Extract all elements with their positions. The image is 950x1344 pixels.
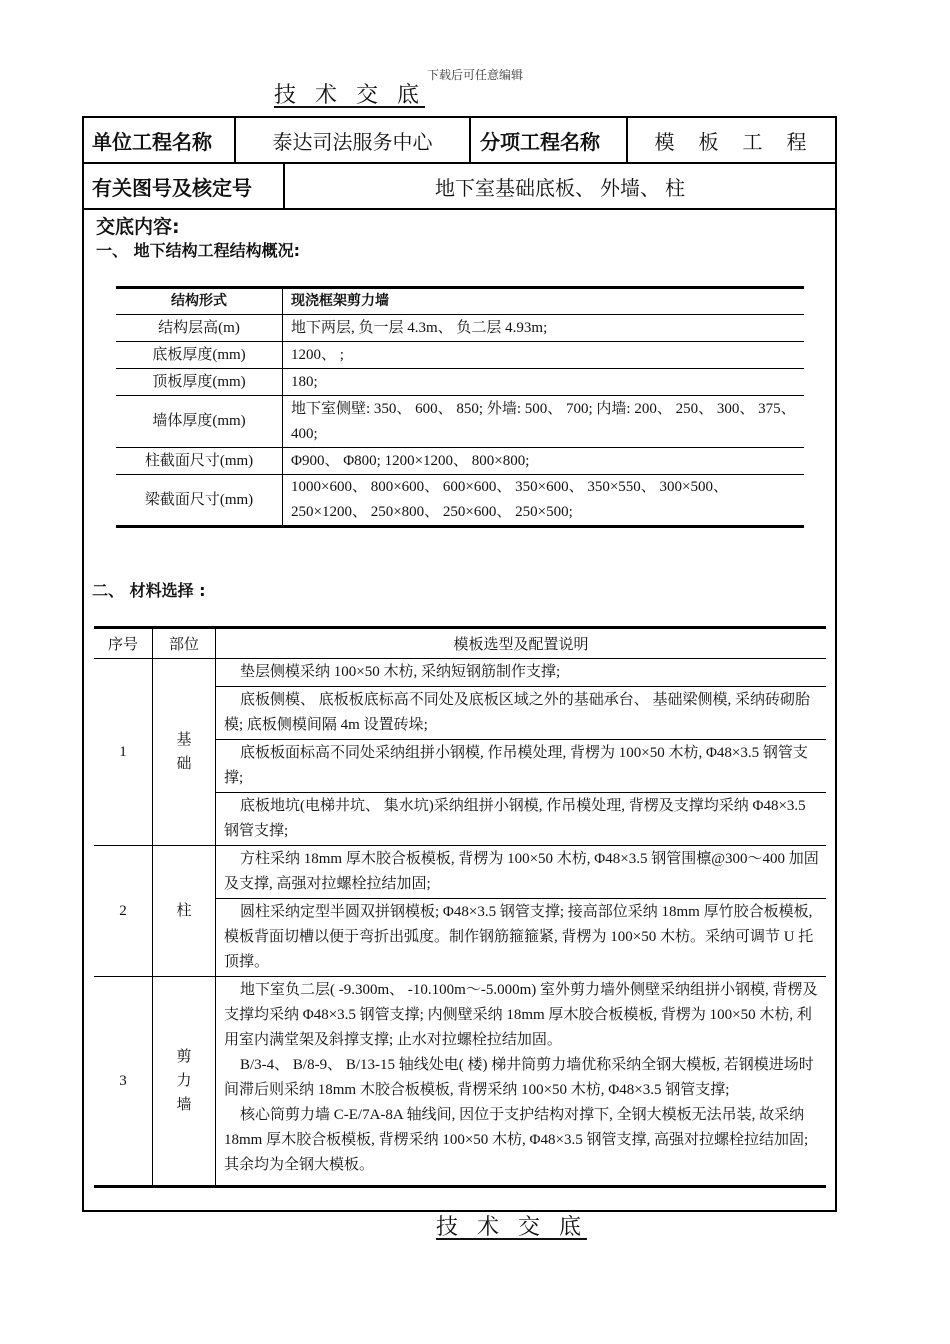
header-divider-2 [82, 208, 837, 210]
table-row [94, 977, 826, 1187]
content-label: 交底内容: [96, 216, 180, 238]
part-label: 柱 [176, 903, 192, 919]
table-row [116, 448, 804, 475]
materials-table [94, 626, 826, 1188]
materials-header-part: 部位 [153, 628, 216, 659]
row-value: 180; [283, 369, 805, 396]
row-value: 1200、 ; [283, 342, 805, 369]
table-row [94, 659, 826, 687]
part-label: 剪 力 墙 [176, 1049, 192, 1113]
row-value: Φ900、 Φ800; 1200×1200、 800×800; [283, 448, 805, 475]
materials-header-desc: 模板选型及配置说明 [216, 628, 827, 659]
row-part [153, 977, 216, 1187]
row-desc [216, 977, 827, 1187]
row-part [153, 846, 216, 977]
row-label: 结构层高(m) [116, 315, 283, 342]
table-row [94, 846, 826, 899]
wall-item-2: B/3-4、 B/8-9、 B/13-15 轴线处电( 楼) 梯井筒剪力墙优称采纳全钢大模板, 若钢模进场时间滞后则采纳 18mm 木胶合板模板, 背楞采纳 100×50 木枋, Φ48×3.5 钢管支撑; [224, 1057, 814, 1098]
table-row [116, 369, 804, 396]
subitem-name-label: 分项工程名称 [480, 129, 600, 154]
table-row [116, 315, 804, 342]
watermark-text: 下载后可任意编辑 [426, 68, 523, 82]
doc-title: 技 术 交 底 [274, 83, 425, 108]
materials-header-no: 序号 [94, 628, 153, 659]
row-value: 1000×600、 800×600、 600×600、 350×600、 350×550、 300×500、 250×1200、 250×800、 250×600、 250×500; [283, 475, 805, 527]
unit-name-label: 单位工程名称 [92, 129, 212, 154]
row-label: 柱截面尺寸(mm) [116, 448, 283, 475]
row-desc: 垫层侧模采纳 100×50 木枋, 采纳短钢筋制作支撑; [216, 659, 827, 687]
row-part [153, 659, 216, 846]
row-value: 地下两层, 负一层 4.3m、 负二层 4.93m; [283, 315, 805, 342]
row-desc: 圆柱采纳定型半圆双拼钢模板; Φ48×3.5 钢管支撑; 接高部位采纳 18mm 厚竹胶合板模板, 模板背面切槽以便于弯折出弧度。制作钢筋箍箍紧, 背楞为 100×50 木枋。采纳可调节 U 托顶撑。 [216, 899, 827, 977]
row-label: 梁截面尺寸(mm) [116, 475, 283, 527]
drawing-number-value: 地下室基础底板、 外墙、 柱 [435, 177, 685, 200]
row-value: 地下室侧壁: 350、 600、 850; 外墙: 500、 700; 内墙: 200、 250、 300、 375、 400; [283, 396, 805, 448]
part-label: 基 础 [176, 732, 192, 772]
section1-title: 一、 地下结构工程结构概况: [96, 241, 300, 260]
row-number: 3 [94, 977, 153, 1187]
structure-table-header-type: 结构形式 [116, 288, 283, 315]
subitem-name-value: 模 板 工 程 [654, 131, 809, 154]
row-desc: 底板侧模、 底板板底标高不同处及底板区域之外的基础承台、 基础梁侧模, 采纳砖砌胎模; 底板侧模间隔 4m 设置砖垛; [216, 687, 827, 740]
drawing-number-label: 有关图号及核定号 [92, 175, 252, 200]
row-number: 2 [94, 846, 153, 977]
row-desc: 方柱采纳 18mm 厚木胶合板模板, 背楞为 100×50 木枋, Φ48×3.5 钢管围檩@300～400 加固及支撑, 高强对拉螺栓拉结加固; [216, 846, 827, 899]
row-desc: 底板板面标高不同处采纳组拼小钢模, 作吊模处理, 背楞为 100×50 木枋, Φ48×3.5 钢管支撑; [216, 740, 827, 793]
unit-name-value: 泰达司法服务中心 [272, 131, 433, 154]
row-label: 底板厚度(mm) [116, 342, 283, 369]
row-label: 墙体厚度(mm) [116, 396, 283, 448]
table-row [116, 342, 804, 369]
table-row [116, 475, 804, 527]
wall-item-3: 核心筒剪力墙 C-E/7A-8A 轴线间, 因位于支护结构对撑下, 全钢大模板无法吊装, 故采纳 18mm 厚木胶合板模板, 背楞采纳 100×50 木枋, Φ48×3.5 钢管支撑, 高强对拉螺栓拉结加固; 其余均为全钢大模板。 [224, 1107, 809, 1173]
section2-title: 二、 材料选择 : [92, 581, 206, 600]
row-desc: 底板地坑(电梯井坑、 集水坑)采纳组拼小钢模, 作吊模处理, 背楞及支撑均采纳 Φ48×3.5 钢管支撑; [216, 793, 827, 846]
doc-title-bottom: 技 术 交 底 [436, 1215, 587, 1240]
wall-item-1: 地下室负二层( -9.300m、 -10.100m～-5.000m) 室外剪力墙外侧壁采纳组拼小钢模, 背楞及支撑均采纳 Φ48×3.5 钢管支撑; 内侧壁采纳 18mm 厚木胶合板模板, 背楞为 100×50 木枋, 利用室内满堂架及斜撑支撑; 止水对拉螺栓拉结加固。 [224, 982, 818, 1048]
row-label: 顶板厚度(mm) [116, 369, 283, 396]
table-row [116, 396, 804, 448]
structure-table-header-value: 现浇框架剪力墙 [283, 288, 805, 315]
structure-table [116, 286, 804, 528]
row-number: 1 [94, 659, 153, 846]
